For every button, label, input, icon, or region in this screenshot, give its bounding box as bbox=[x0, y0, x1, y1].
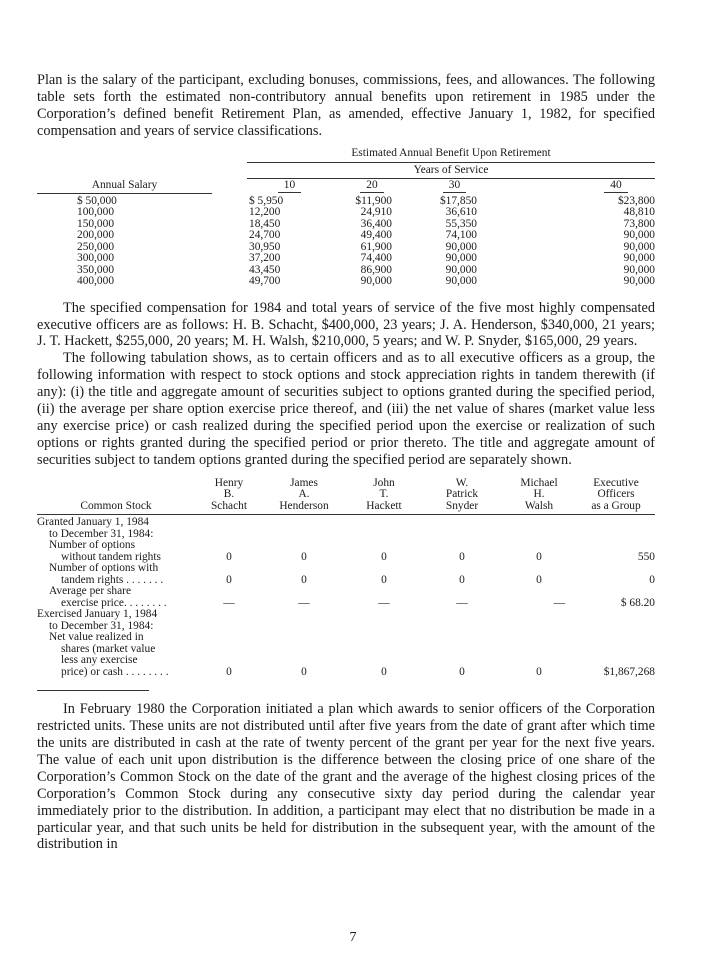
value-cell: 0 bbox=[226, 665, 232, 678]
value-cell: $ 68.20 bbox=[620, 596, 655, 609]
spacer-cell bbox=[497, 207, 577, 219]
spacer-cell bbox=[497, 265, 577, 277]
value-cell: 0 bbox=[649, 573, 655, 586]
benefit-cell: 74,100 bbox=[445, 229, 477, 242]
value-cell: — bbox=[298, 596, 310, 609]
net-value-label-4: price) or cash . . . . . . . . bbox=[61, 665, 169, 678]
spacer-cell bbox=[497, 276, 577, 288]
spacer-cell bbox=[497, 253, 577, 265]
col-header-group: Executive Officers as a Group bbox=[577, 478, 655, 515]
benefit-cell: 90,000 bbox=[445, 252, 477, 265]
col-header-henderson: James A. Henderson bbox=[263, 478, 345, 515]
exercised-period-label-2: to December 31, 1984: bbox=[49, 619, 154, 632]
spacer-cell bbox=[497, 219, 577, 231]
value-cell: 0 bbox=[226, 550, 232, 563]
options-with-tandem-label-2: tandem rights . . . . . . . bbox=[61, 573, 164, 586]
options-with-tandem-label: Number of options with bbox=[49, 562, 159, 575]
net-value-row bbox=[37, 667, 655, 679]
benefit-table-row bbox=[37, 230, 655, 242]
salary-cell: 150,000 bbox=[77, 217, 115, 230]
benefit-table-row bbox=[37, 193, 655, 207]
value-cell: 0 bbox=[381, 665, 387, 678]
benefit-cell: 18,450 bbox=[249, 217, 281, 230]
col-header-hackett: John T. Hackett bbox=[345, 478, 423, 515]
spacer-cell bbox=[497, 193, 577, 207]
year-col-10: 10 bbox=[278, 180, 301, 194]
benefit-cell: 90,000 bbox=[360, 275, 392, 288]
value-cell: 0 bbox=[226, 573, 232, 586]
value-cell: 550 bbox=[637, 550, 655, 563]
year-col-40: 40 bbox=[604, 180, 627, 194]
benefit-cell: $11,900 bbox=[355, 194, 392, 207]
salary-cell: 350,000 bbox=[77, 263, 115, 276]
benefit-cell: $23,800 bbox=[617, 194, 655, 207]
tabulation-paragraph: The following tabulation shows, as to certain officers and as to all executive officers as a group, the following information with respect to stock options and stock appreciation rights in tandem therewith (if any): (i) the title and aggregate amount of securities subject to options granted during the specified period, (ii) the average per share option exercise price thereof, and (iii) the net value of shares (market value less any exercise price) or cash realized during the specified period upon the exercise or realization of such options or rights granted during the specified period or prior thereto. The title and aggregate amount of securities subject to tandem options granted during the specified period are separately shown. bbox=[37, 350, 655, 468]
benefit-cell: 90,000 bbox=[623, 275, 655, 288]
options-without-tandem-label-2: without tandem rights bbox=[61, 550, 161, 563]
spacer-cell bbox=[212, 219, 247, 231]
section-divider bbox=[37, 690, 149, 691]
value-cell: 0 bbox=[301, 665, 307, 678]
options-without-tandem-label: Number of options bbox=[49, 539, 136, 552]
value-cell: 0 bbox=[536, 665, 542, 678]
benefit-cell: 36,400 bbox=[360, 217, 392, 230]
col-header-schacht: Henry B. Schacht bbox=[195, 478, 263, 515]
estimated-benefit-header: Estimated Annual Benefit Upon Retirement bbox=[247, 148, 655, 163]
salary-cell: 400,000 bbox=[77, 275, 115, 288]
net-value-label-1: Net value realized in bbox=[49, 631, 144, 644]
net-value-label-3: less any exercise bbox=[61, 654, 138, 667]
benefit-cell: $ 5,950 bbox=[249, 194, 284, 207]
benefit-table-row bbox=[37, 242, 655, 254]
year-col-20: 20 bbox=[360, 180, 383, 194]
stock-options-table bbox=[37, 478, 655, 679]
spacer-cell bbox=[212, 207, 247, 219]
value-cell: 0 bbox=[301, 550, 307, 563]
benefit-cell: 90,000 bbox=[623, 240, 655, 253]
net-value-label-2: shares (market value bbox=[61, 642, 156, 655]
value-cell: — bbox=[223, 596, 235, 609]
spacer-cell bbox=[497, 242, 577, 254]
spacer-cell bbox=[212, 276, 247, 288]
value-cell: — bbox=[378, 596, 390, 609]
salary-cell: 300,000 bbox=[77, 252, 115, 265]
avg-price-label: Average per share bbox=[49, 585, 132, 598]
document-page bbox=[37, 72, 655, 853]
benefit-cell: 90,000 bbox=[445, 240, 477, 253]
benefit-table-row bbox=[37, 219, 655, 231]
page-number: 7 bbox=[349, 930, 357, 945]
value-cell: — bbox=[456, 596, 468, 609]
value-cell: 0 bbox=[536, 550, 542, 563]
benefit-cell: 90,000 bbox=[623, 263, 655, 276]
compensation-paragraph: The specified compensation for 1984 and total years of service of the five most highly compensated executive officers are as follows: H. B. Schacht, $400,000, 23 years; J. A. Henderson, $340,000, 21 years; J. T. Hackett, $255,000, 20 years; M. H. Walsh, $210,000, 5 years; and W. P. Snyder, $165,000, 29 years. bbox=[37, 299, 655, 350]
benefit-table-row bbox=[37, 276, 655, 288]
salary-cell: $ 50,000 bbox=[77, 194, 117, 207]
benefit-cell: 24,700 bbox=[249, 229, 281, 242]
spacer-cell bbox=[212, 230, 247, 242]
spacer-cell bbox=[497, 230, 577, 242]
benefit-cell: 49,400 bbox=[360, 229, 392, 242]
benefit-cell: 30,950 bbox=[249, 240, 281, 253]
benefit-cell: 90,000 bbox=[623, 229, 655, 242]
annual-salary-header: Annual Salary bbox=[37, 178, 212, 193]
granted-period-label-2: to December 31, 1984: bbox=[49, 527, 154, 540]
salary-cell: 200,000 bbox=[77, 229, 115, 242]
value-cell: 0 bbox=[459, 550, 465, 563]
benefit-table-row bbox=[37, 253, 655, 265]
intro-paragraph: Plan is the salary of the participant, excluding bonuses, commissions, fees, and allowances. The following table sets forth the estimated non-contributory annual benefits upon retirement in 1985 under the Corporation’s defined benefit Retirement Plan, as amended, effective January 1, 1982, for specified compensation and years of service classifications. bbox=[37, 72, 655, 139]
spacer-cell bbox=[212, 242, 247, 254]
value-cell: 0 bbox=[381, 550, 387, 563]
granted-period-label: Granted January 1, 1984 bbox=[37, 516, 149, 529]
common-stock-header: Common Stock bbox=[80, 499, 152, 512]
benefit-cell: 90,000 bbox=[623, 252, 655, 265]
benefit-cell: 49,700 bbox=[249, 275, 281, 288]
spacer-cell bbox=[212, 193, 247, 207]
value-cell: — bbox=[553, 596, 565, 609]
benefit-cell: 36,610 bbox=[445, 206, 477, 219]
benefit-cell: 86,900 bbox=[360, 263, 392, 276]
value-cell: 0 bbox=[459, 665, 465, 678]
benefit-table-row bbox=[37, 265, 655, 277]
avg-price-label-2: exercise price. . . . . . . . bbox=[61, 596, 167, 609]
benefit-cell: 12,200 bbox=[249, 206, 281, 219]
benefit-cell: 73,800 bbox=[623, 217, 655, 230]
value-cell: 0 bbox=[301, 573, 307, 586]
col-header-snyder: W. Patrick Snyder bbox=[423, 478, 501, 515]
restricted-units-paragraph: In February 1980 the Corporation initiated a plan which awards to senior officers of the Corporation restricted units. These units are not distributed until after five years from the date of grant after which time the units are distributed in cash at the rate of twenty percent of the grant per year for the next five years. The value of each unit upon distribution is the difference between the closing price of one share of the Corporation’s Common Stock on the date of the grant and the average of the highest closing prices of the Corporation’s Common Stock during any consecutive sixty day period during the calendar year immediately prior to the distribution. In addition, a participant may elect that no distribution be made in a particular year, and that such units be held for distribution in the subsequent year, with the amount of the distribution in bbox=[37, 701, 655, 853]
years-of-service-header: Years of Service bbox=[247, 163, 655, 179]
benefit-cell: 37,200 bbox=[249, 252, 281, 265]
benefit-cell: 48,810 bbox=[623, 206, 655, 219]
retirement-benefit-table bbox=[37, 148, 655, 288]
benefit-table-row bbox=[37, 207, 655, 219]
benefit-cell: $17,850 bbox=[439, 194, 477, 207]
col-header-walsh: Michael H. Walsh bbox=[501, 478, 577, 515]
benefit-cell: 24,910 bbox=[360, 206, 392, 219]
salary-cell: 100,000 bbox=[77, 206, 115, 219]
salary-cell: 250,000 bbox=[77, 240, 115, 253]
value-cell: 0 bbox=[381, 573, 387, 586]
benefit-cell: 90,000 bbox=[445, 263, 477, 276]
benefit-cell: 43,450 bbox=[249, 263, 281, 276]
exercised-period-label: Exercised January 1, 1984 bbox=[37, 608, 158, 621]
benefit-cell: 74,400 bbox=[360, 252, 392, 265]
benefit-cell: 55,350 bbox=[445, 217, 477, 230]
benefit-cell: 90,000 bbox=[445, 275, 477, 288]
value-cell: $1,867,268 bbox=[603, 665, 655, 678]
value-cell: 0 bbox=[536, 573, 542, 586]
year-col-30: 30 bbox=[443, 180, 466, 194]
spacer-cell bbox=[212, 253, 247, 265]
benefit-cell: 61,900 bbox=[360, 240, 392, 253]
spacer-cell bbox=[212, 265, 247, 277]
value-cell: 0 bbox=[459, 573, 465, 586]
